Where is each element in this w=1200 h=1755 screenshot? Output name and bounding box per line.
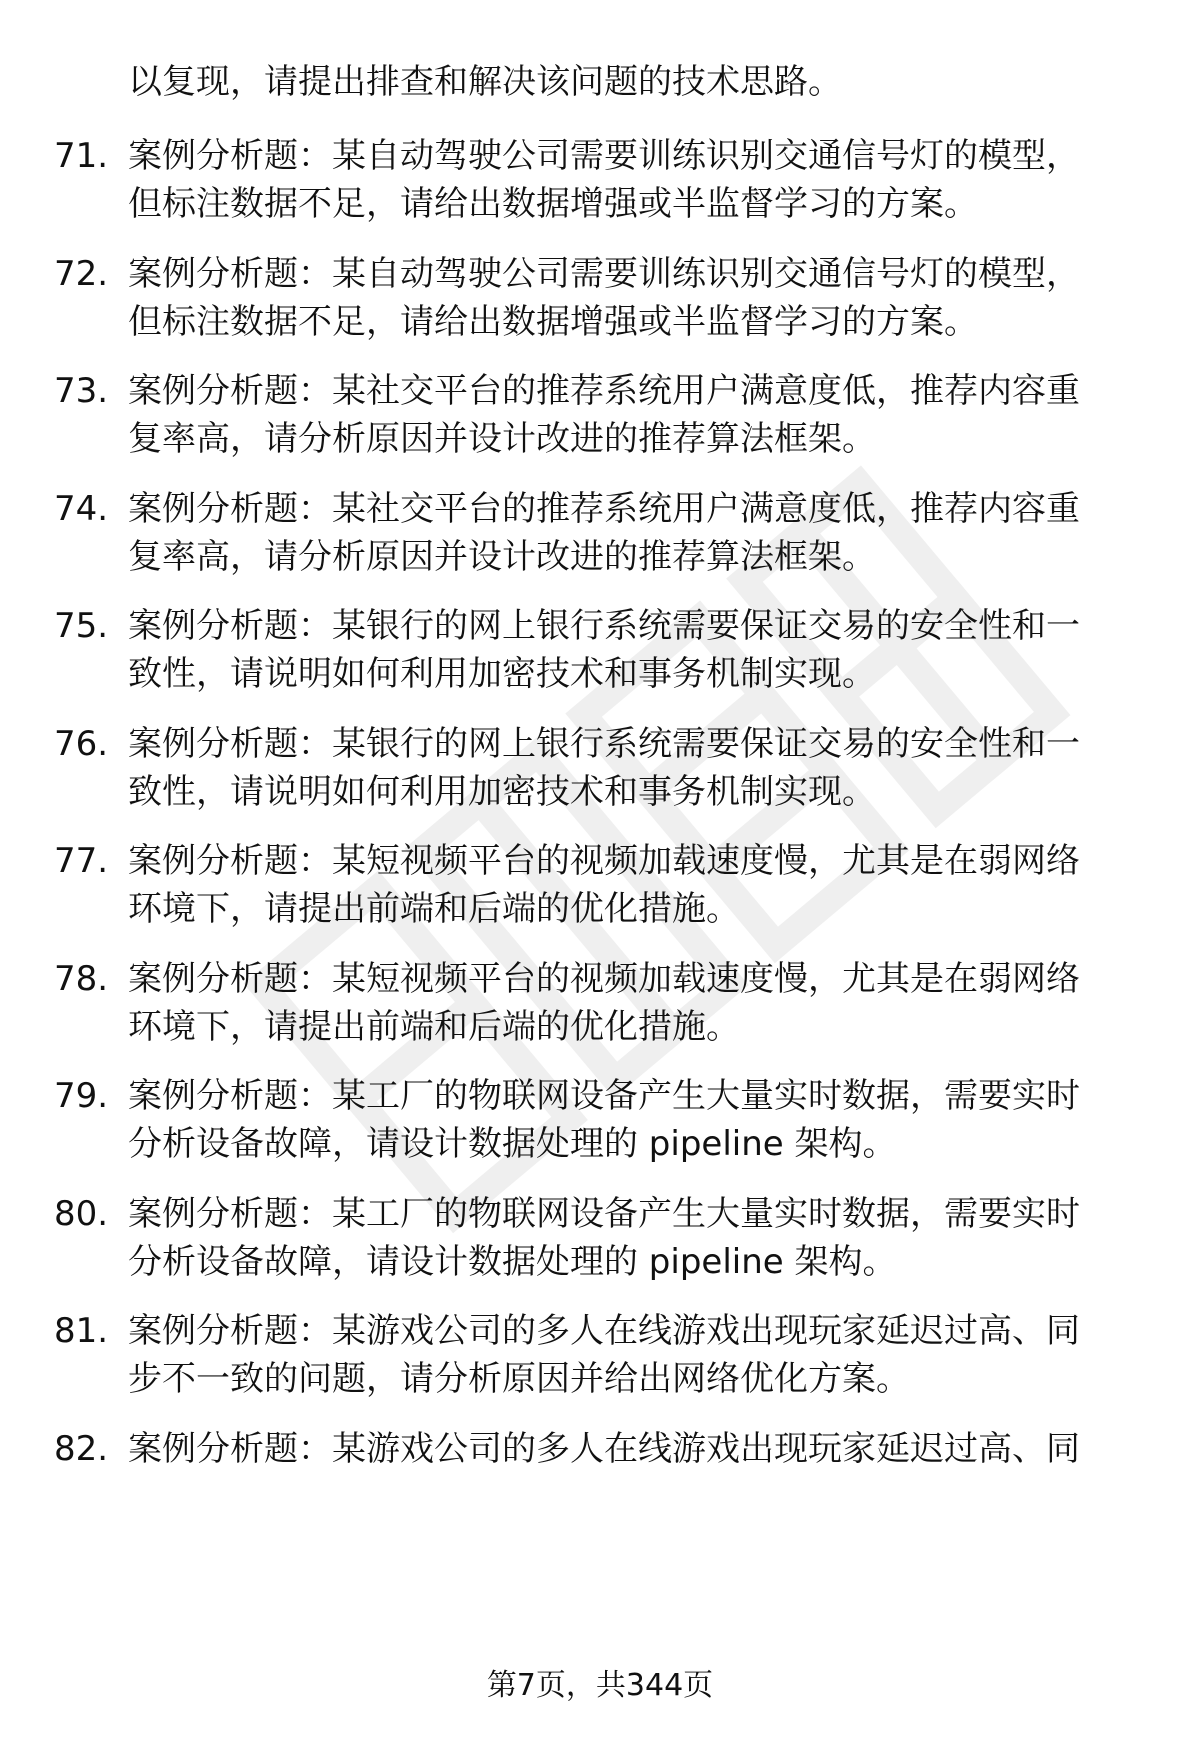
- question-text-line: 分析设备故障，请设计数据处理的 pipeline 架构。: [128, 1241, 897, 1282]
- question-text: [128, 1190, 1138, 1286]
- question-text-line: 但标注数据不足，请给出数据增强或半监督学习的方案。: [128, 301, 978, 342]
- question-text-line: 案例分析题：某社交平台的推荐系统用户满意度低，推荐内容重: [128, 371, 1080, 411]
- question-text: [128, 720, 1138, 816]
- question-text: [128, 1307, 1138, 1403]
- question-text-line: 案例分析题：某游戏公司的多人在线游戏出现玩家延迟过高、同: [128, 1311, 1080, 1351]
- question-text-line: 案例分析题：某银行的网上银行系统需要保证交易的安全性和一: [128, 606, 1080, 646]
- question-text-line: 案例分析题：某自动驾驶公司需要训练识别交通信号灯的模型，: [128, 136, 1080, 176]
- question-text-line: 案例分析题：某社交平台的推荐系统用户满意度低，推荐内容重: [128, 488, 1080, 529]
- question-item: [0, 132, 1200, 232]
- question-item: [0, 1072, 1200, 1172]
- question-number: 73.: [54, 371, 109, 411]
- question-number: 81.: [54, 1311, 109, 1351]
- question-number: 80.: [54, 1193, 109, 1234]
- question-text: [128, 485, 1138, 581]
- question-text-line: 步不一致的问题，请分析原因并给出网络优化方案。: [128, 1359, 910, 1399]
- question-text: [128, 602, 1138, 698]
- question-number: 76.: [54, 723, 109, 764]
- question-item: [0, 1425, 1200, 1525]
- question-item: [0, 602, 1200, 702]
- question-text: [128, 837, 1138, 933]
- question-number: 79.: [54, 1076, 109, 1116]
- question-text: [128, 1072, 1138, 1168]
- question-item: [0, 720, 1200, 820]
- question-text-line: 案例分析题：某工厂的物联网设备产生大量实时数据，需要实时: [128, 1076, 1080, 1116]
- question-item: [0, 367, 1200, 467]
- question-number: 78.: [54, 958, 109, 999]
- question-text-line: 环境下，请提出前端和后端的优化措施。: [128, 1006, 740, 1047]
- intro-line: 以复现，请提出排查和解决该问题的技术思路。: [128, 62, 842, 102]
- question-text-line: 致性，请说明如何利用加密技术和事务机制实现。: [128, 771, 876, 812]
- question-text-line: 案例分析题：某短视频平台的视频加载速度慢，尤其是在弱网络: [128, 958, 1080, 999]
- question-text-line: 案例分析题：某银行的网上银行系统需要保证交易的安全性和一: [128, 723, 1080, 764]
- question-text: [128, 955, 1138, 1051]
- question-item: [0, 485, 1200, 585]
- question-text-line: 案例分析题：某短视频平台的视频加载速度慢，尤其是在弱网络: [128, 841, 1080, 881]
- question-number: 75.: [54, 606, 109, 646]
- question-text-line: 致性，请说明如何利用加密技术和事务机制实现。: [128, 654, 876, 694]
- question-number: 71.: [54, 136, 109, 176]
- question-text: [128, 132, 1138, 228]
- question-number: 72.: [54, 253, 109, 294]
- question-text-line: 但标注数据不足，请给出数据增强或半监督学习的方案。: [128, 184, 978, 224]
- question-item: [0, 250, 1200, 350]
- question-text-line: 案例分析题：某工厂的物联网设备产生大量实时数据，需要实时: [128, 1193, 1080, 1234]
- question-text-line: 分析设备故障，请设计数据处理的 pipeline 架构。: [128, 1124, 897, 1164]
- question-number: 74.: [54, 488, 109, 529]
- question-text-line: 复率高，请分析原因并设计改进的推荐算法框架。: [128, 536, 876, 577]
- question-number: 82.: [54, 1428, 109, 1469]
- question-number: 77.: [54, 841, 109, 881]
- question-text-line: 环境下，请提出前端和后端的优化措施。: [128, 889, 740, 929]
- question-item: [0, 1190, 1200, 1290]
- question-text-line: 复率高，请分析原因并设计改进的推荐算法框架。: [128, 419, 876, 459]
- question-item: [0, 1307, 1200, 1407]
- question-text: [128, 250, 1138, 346]
- question-text: [128, 367, 1138, 463]
- question-text: [128, 1425, 1138, 1473]
- question-item: [0, 955, 1200, 1055]
- question-item: [0, 837, 1200, 937]
- page-footer: 第7页，共344页: [486, 1668, 714, 1703]
- question-text-line: 案例分析题：某游戏公司的多人在线游戏出现玩家延迟过高、同: [128, 1428, 1080, 1469]
- question-text-line: 案例分析题：某自动驾驶公司需要训练识别交通信号灯的模型，: [128, 253, 1080, 294]
